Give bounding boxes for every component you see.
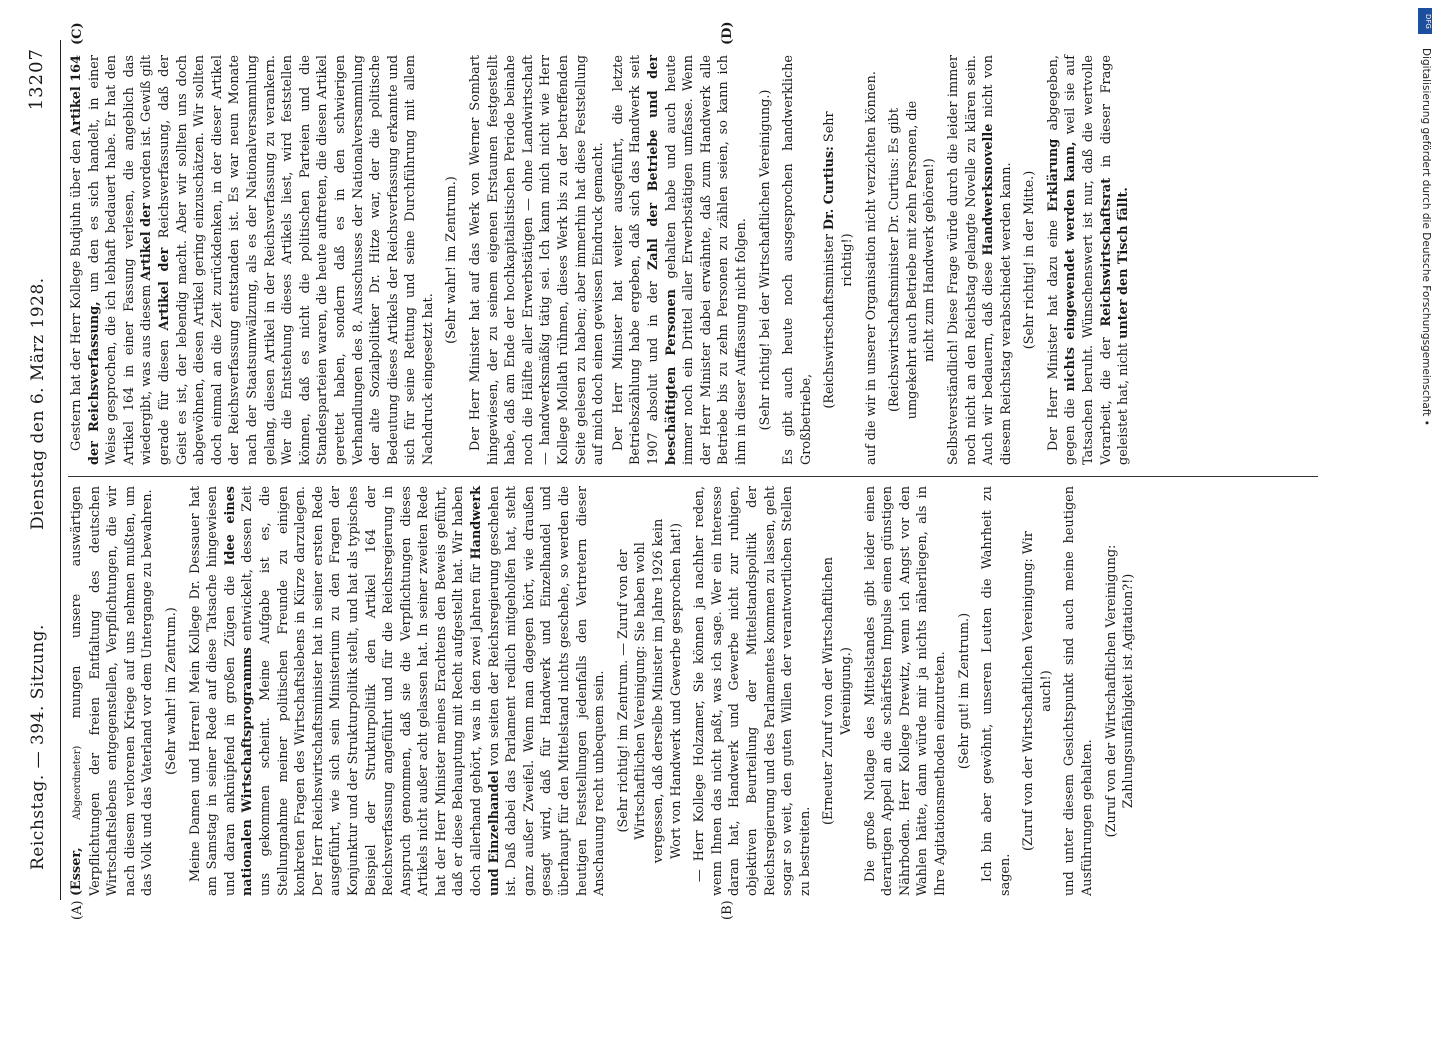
header-date: Dienstag den 6. März 1928.	[28, 277, 48, 530]
paragraph: und unter diesem Gesichtspunkt sind auch meine heutigen Ausführungen gehalten.	[1062, 486, 1096, 896]
interjection: (Reichswirtschaftsminister Dr. Curtius: Es gibt umgekehrt auch Betriebe mit zehn Personen, die nicht zum Handwerk gehören!)	[887, 100, 938, 420]
page-number: 13207	[26, 48, 47, 111]
paragraph: Selbstverständlich! Diese Frage würde durch die leider immer noch nicht an den Reichstag gelangte Novelle zu klären sein. Auch wir bedauern, daß diese Handwerksnovelle nicht von diesem Reichstag verabschiedet werden kann.	[945, 55, 1014, 465]
interjection: (Sehr richtig! im Zentrum. — Zuruf von der Wirtschaftlichen Vereinigung: Sie haben wohl vergessen, daß derselbe Minister im Jahre 1926 kein Wort von Handwerk und Gewerbe gesprochen hat!)	[615, 518, 684, 864]
paragraph: Der Herr Minister hat dazu eine Erklärung abgegeben, gegen die nichts eingewendet werden kann, weil sie auf Tatsachen beruht. Wünschenswert ist nur, daß die wertvolle Vorarbeit, die der Reichswirtschaftsrat in dieser Frage geleistet hat, nicht unter den Tisch fällt.	[1045, 54, 1132, 465]
paragraph: Gestern hat der Herr Kollege Budjuhn über den Artikel 164 der Reichsverfassung, um den es sich handelt, in einer Weise gesprochen, die ich lebhaft bedauert habe. Er hat den Artikel 164 in einer Fassung verlesen, die angeblich das wiedergibt, was aus diesem Artikel der worden ist. Gewiß gilt gerade für diesen Artikel der Reichsverfassung, daß der Geist es ist, der lebendig macht. Aber wir sollten uns doch abgewöhnen, diesen Artikel gering einzuschätzen. Wir sollten doch einmal an die Zeit zurückdenken, in der dieser Artikel der Reichsverfassung entstanden ist. Es war neun Monate nach der Staatsumwälzung, als es der Nationalversammlung gelang, diesen Artikel in der Reichsverfassung zu verankern. Wer die Entstehung dieses Artikels liest, wird feststellen können, daß es nicht die politischen Parteien und die Standesparteien waren, die heute auftreten, die diesen Artikel gerettet haben, sondern daß es in den schwierigen Verhandlungen des 8. Ausschusses der Nationalversammlung der alte Sozialpolitiker Dr. Hitze war, der die politische Bedeutung dieses Artikels der Reichsverfassung erkannte und sich für seine Rettung und seine Durchführung mit allem Nachdruck eingesetzt hat.	[69, 54, 436, 465]
paragraph: Ich bin aber gewöhnt, unseren Leuten die Wahrheit zu sagen.	[980, 486, 1013, 896]
speaker-name: (Esser,	[69, 847, 84, 896]
interjection: (Zuruf von der Wirtschaftlichen Vereinigung: Zahlungsunfähigkeit ist Agitation?!)	[1103, 544, 1137, 838]
credit-text: Digitalisierung gefördert durch die Deutsche Forschungsgemeinschaft •	[1420, 48, 1432, 426]
left-column	[68, 486, 1144, 896]
interjection: (Sehr wahr! im Zentrum.)	[444, 176, 460, 344]
interjection: (Zuruf von der Wirtschaftlichen Vereinigung: Wir auch!)	[1021, 531, 1054, 851]
paragraph: (Esser, Abgeordneter) mungen unsere auswärtigen Verpflichtungen der freien Entfaltung des deutschen Wirtschaftslebens entgegenstellen, Verpflichtungen, die wir nach diesem verlorenen Kriege auf uns nehmen mußten, um das Volk und das Vaterland vor dem Untergange zu bewahren.	[69, 486, 156, 896]
interjection: (Sehr wahr! im Zentrum.)	[163, 607, 179, 775]
paragraph: Die große Notlage des Mittelstandes gibt leider einen derartigen Appell an die schärfsten Impulse einen günstigen Nährboden. Herr Kollege Drewitz, wenn ich Angst vor den Wahlen hätte, dann würde mir ja nichts näherliegen, als in Ihre Agitationsmethoden einzutreten.	[862, 486, 948, 896]
header-session: Reichstag. — 394. Sitzung.	[28, 624, 48, 870]
column-divider	[68, 476, 1318, 477]
margin-marker-b: (B)	[720, 900, 735, 920]
interjection: (Sehr richtig! in der Mitte.)	[1022, 170, 1038, 350]
paragraph: Es gibt auch heute noch ausgesprochen handwerkliche Großbetriebe,	[781, 55, 814, 465]
paragraph: Der Herr Minister hat weiter ausgeführt, die letzte Betriebszählung habe ergeben, daß sich das Handwerk seit 1907 absolut und in der Zahl der Betriebe und der beschäftigten Personen gehalten habe und auch heute immer noch ein Drittel aller Erwerbstätigen umfasse. Wenn der Herr Minister dabei erwähnte, daß zum Handwerk alle Betriebe bis zu zehn Personen zu zählen seien, so kann ich ihm in dieser Auffassung nicht folgen.	[610, 55, 749, 465]
interjection: (Sehr gut! im Zentrum.)	[956, 612, 972, 770]
paragraph: Meine Damen und Herren! Mein Kollege Dr. Dessauer hat am Samstag in seiner Rede auf diese Tatsache hingewiesen und daran anknüpfend in großen Zügen die Idee eines nationalen Wirtschaftsprogramms entwickelt, dessen Zeit uns gekommen scheint. Meine Aufgabe ist es, die Stellungnahme meiner politischen Freunde zu einigen konkreten Fragen des Wirtschaftslebens in Kürze darzulegen. Der Herr Reichswirtschaftsminister hat in seiner ersten Rede ausgeführt, wie sich sein Ministerium zu den Fragen der Konjunktur und der Strukturpolitik stellt, und hat als typisches Beispiel der Strukturpolitik den Artikel 164 der Reichsverfassung angeführt und für die Reichsregierung in Anspruch genommen, daß sie die Verpflichtungen dieses Artikels nicht außer acht gelassen hat. In seiner zweiten Rede hat der Herr Minister meines Erachtens den Beweis geführt, daß er diese Behauptung mit Recht aufgestellt hat. Wir haben doch allerhand gehört, was in den zwei Jahren für Handwerk und Einzelhandel von seiten der Reichsregierung geschehen ist. Daß dabei das Parlament redlich mitgeholfen hat, steht ganz außer Zweifel. Wenn man dagegen hört, wie draußen gesagt wird, daß für Handwerk und Einzelhandel und überhaupt für den Mittelstand nichts geschehe, so werden die heutigen Feststellungen jedenfalls den Vertretern dieser Anschauung recht unbequem sein.	[187, 486, 608, 896]
dfg-logo: DFG	[1418, 8, 1432, 34]
paragraph: auf die wir in unserer Organisation nicht verzichten können.	[863, 71, 879, 465]
paragraph: — Herr Kollege Holzamer, Sie können ja nachher reden, wenn Ihnen das nicht paßt, was ich sage. Wer ein Interesse daran hat, Handwerk und Gewerbe nicht zur ruhigen, objektiven Beurteilung der Mittelstandspolitik der Reichsregierung und des Parlamentes kommen zu lassen, geht sogar so weit, den guten Willen der verantwortlichen Stellen zu bestreiten.	[692, 486, 813, 896]
right-column	[68, 55, 1135, 465]
paragraph: Der Herr Minister hat auf das Werk von Werner Sombart hingewiesen, der zu seinem eigenen Erstaunen festgestellt habe, daß am Ende der hochkapitalistischen Periode beinahe noch die Hälfte aller Erwerbstätigen — ohne Landwirtschaft — handwerksmäßig tätig sei. Ich kann mich nicht wie Herr Kollege Mollath rühmen, dieses Werk bis zu der betreffenden Seite gelesen zu haben; aber immerhin hat diese Feststellung auf mich doch einen gewissen Eindruck gemacht.	[468, 55, 607, 465]
interjection: (Sehr richtig! bei der Wirtschaftlichen Vereinigung.)	[757, 89, 773, 431]
interjection: (Reichswirtschaftsminister Dr. Curtius: Sehr richtig!)	[822, 111, 855, 409]
digitization-credit	[1416, 8, 1434, 998]
margin-marker-c: (C)	[70, 22, 85, 45]
margin-marker-d: (D)	[720, 21, 735, 45]
page-header	[20, 0, 54, 1000]
interjection: (Erneuter Zuruf von der Wirtschaftlichen Vereinigung.)	[821, 556, 854, 826]
header-rule	[60, 40, 61, 900]
speaker-role: Abgeordneter)	[72, 745, 83, 820]
margin-marker-a: (A)	[70, 900, 85, 920]
